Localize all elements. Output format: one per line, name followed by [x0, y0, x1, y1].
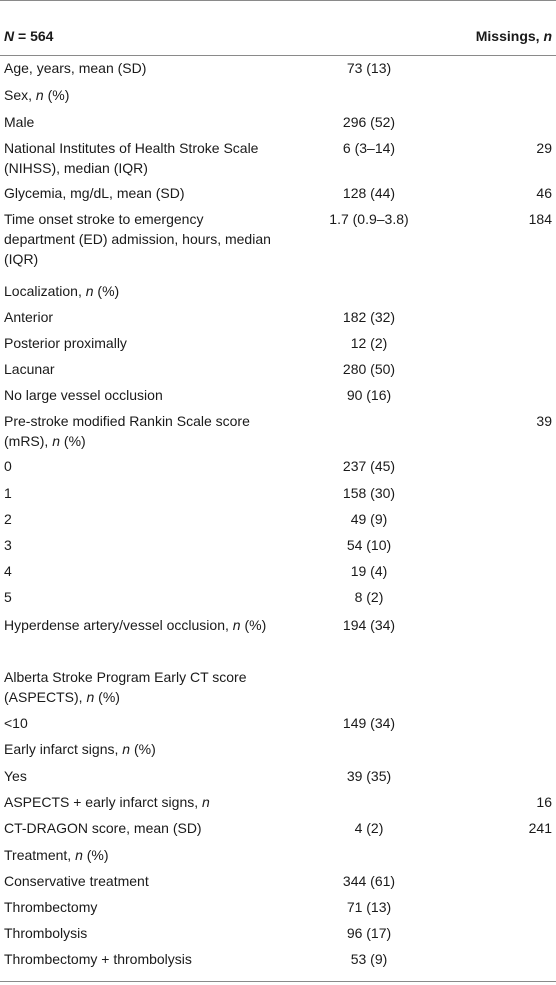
header-n-total: [4, 26, 272, 46]
row-label-n: n: [232, 617, 241, 633]
row-value: 96 (17): [346, 925, 392, 941]
row-label-text: 3: [4, 537, 12, 553]
row-label: [4, 385, 272, 405]
row-label-n: n: [122, 741, 131, 757]
row-value: 128 (44): [342, 185, 396, 201]
row-label-tail: (%): [240, 617, 267, 633]
row-value: 194 (34): [342, 617, 396, 633]
row-label-text: Early infarct signs,: [4, 741, 123, 757]
row-label: [4, 713, 272, 733]
row-label: [4, 587, 272, 607]
row-value: 296 (52): [342, 114, 396, 130]
header-n-symbol: N: [4, 28, 15, 44]
row-label: [4, 138, 272, 178]
row-label-text: Anterior: [4, 309, 54, 325]
row-label: [4, 509, 272, 529]
row-label-tail: (%): [82, 847, 109, 863]
row-label: [4, 561, 272, 581]
row-label-n: n: [35, 87, 44, 103]
row-label-n: n: [85, 283, 94, 299]
row-label-tail: (%): [43, 87, 70, 103]
row-label-tail: (%): [60, 433, 86, 449]
row-label: [4, 333, 272, 353]
row-label-text: Male: [4, 114, 35, 130]
row-label-text: No large vessel occlusion: [4, 387, 163, 403]
row-label-n: n: [52, 433, 61, 449]
row-label-text: Thrombolysis: [4, 925, 88, 941]
row-value: 54 (10): [346, 537, 392, 553]
row-label: [4, 897, 272, 917]
row-label-text: 0: [4, 458, 12, 474]
bottom-rule: [0, 981, 556, 982]
header-rule: [0, 55, 556, 56]
row-value: 344 (61): [342, 873, 396, 889]
row-label-text: Thrombectomy: [4, 899, 98, 915]
row-label: [4, 845, 272, 865]
row-missing: 241: [528, 820, 552, 836]
row-label: [4, 949, 272, 969]
header-missings-n: n: [543, 28, 552, 44]
row-value: 1.7 (0.9–3.8): [329, 211, 409, 227]
row-missing: 39: [536, 413, 552, 429]
row-value: 182 (32): [342, 309, 396, 325]
row-value: 8 (2): [354, 589, 384, 605]
row-label: [4, 456, 272, 476]
row-label: [4, 615, 272, 635]
row-label: [4, 209, 272, 269]
row-label-text: Alberta Stroke Program Early CT score (ASPECTS),: [4, 669, 247, 705]
row-label: [4, 667, 272, 707]
row-label: [4, 307, 272, 327]
row-label-text: CT-DRAGON score, mean (SD): [4, 820, 202, 836]
row-label-text: Hyperdense artery/vessel occlusion,: [4, 617, 233, 633]
row-label-text: 4: [4, 563, 12, 579]
row-label-text: Treatment,: [4, 847, 76, 863]
row-label-text: Posterior proximally: [4, 335, 127, 351]
row-label: [4, 281, 272, 301]
row-label-n: n: [202, 794, 210, 810]
row-value: 12 (2): [350, 335, 388, 351]
row-value: 158 (30): [342, 485, 396, 501]
row-label: [4, 766, 272, 786]
row-value: 49 (9): [350, 511, 388, 527]
row-label-tail: (%): [94, 689, 120, 705]
row-label-text: Pre-stroke modified Rankin Scale score (mRS),: [4, 413, 250, 449]
row-value: 53 (9): [350, 951, 388, 967]
row-label-text: Conservative treatment: [4, 873, 149, 889]
row-value: 39 (35): [346, 768, 392, 784]
row-missing: 29: [536, 140, 552, 156]
top-rule: [0, 0, 556, 1]
row-label-text: Localization,: [4, 283, 86, 299]
row-label: [4, 85, 272, 105]
row-label-text: <10: [4, 715, 28, 731]
row-label: [4, 818, 272, 838]
header-missings: [454, 26, 552, 46]
row-label-n: n: [86, 689, 95, 705]
row-label-text: ASPECTS + early infarct signs,: [4, 794, 203, 810]
row-value: 4 (2): [354, 820, 384, 836]
row-label: [4, 483, 272, 503]
row-missing: 46: [536, 185, 552, 201]
row-label: [4, 183, 272, 203]
row-missing: 184: [528, 211, 552, 227]
row-label-text: Sex,: [4, 87, 36, 103]
row-label-text: Age, years, mean (SD): [4, 60, 147, 76]
row-label-tail: (%): [93, 283, 120, 299]
row-label-text: 1: [4, 485, 12, 501]
row-label: [4, 58, 272, 78]
row-label-n: n: [75, 847, 83, 863]
row-value: 149 (34): [342, 715, 396, 731]
row-label-text: Yes: [4, 768, 27, 784]
row-label-text: Time onset stroke to emergency department (ED) admission, hours, median (IQR): [4, 211, 271, 267]
row-label-text: Lacunar: [4, 361, 55, 377]
row-missing: 16: [536, 794, 552, 810]
row-label-text: 5: [4, 589, 12, 605]
row-value: 280 (50): [342, 361, 396, 377]
row-value: 6 (3–14): [342, 140, 396, 156]
row-value: 19 (4): [350, 563, 388, 579]
row-value: 237 (45): [342, 458, 396, 474]
row-label-text: Thrombectomy + thrombolysis: [4, 951, 192, 967]
row-label: [4, 411, 272, 451]
header-missings-label: Missings,: [475, 28, 544, 44]
row-label: [4, 112, 272, 132]
row-value: 90 (16): [346, 387, 392, 403]
row-label: [4, 739, 272, 759]
row-label: [4, 792, 272, 812]
row-label: [4, 871, 272, 891]
row-label-text: National Institutes of Health Stroke Scale (NIHSS), median (IQR): [4, 140, 259, 176]
row-label: [4, 923, 272, 943]
row-value: 71 (13): [346, 899, 392, 915]
row-label-tail: (%): [130, 741, 156, 757]
row-label-text: Glycemia, mg/dL, mean (SD): [4, 185, 185, 201]
header-n-value: = 564: [14, 28, 54, 44]
row-label: [4, 535, 272, 555]
row-label-text: 2: [4, 511, 12, 527]
row-value: 73 (13): [346, 60, 392, 76]
row-label: [4, 359, 272, 379]
